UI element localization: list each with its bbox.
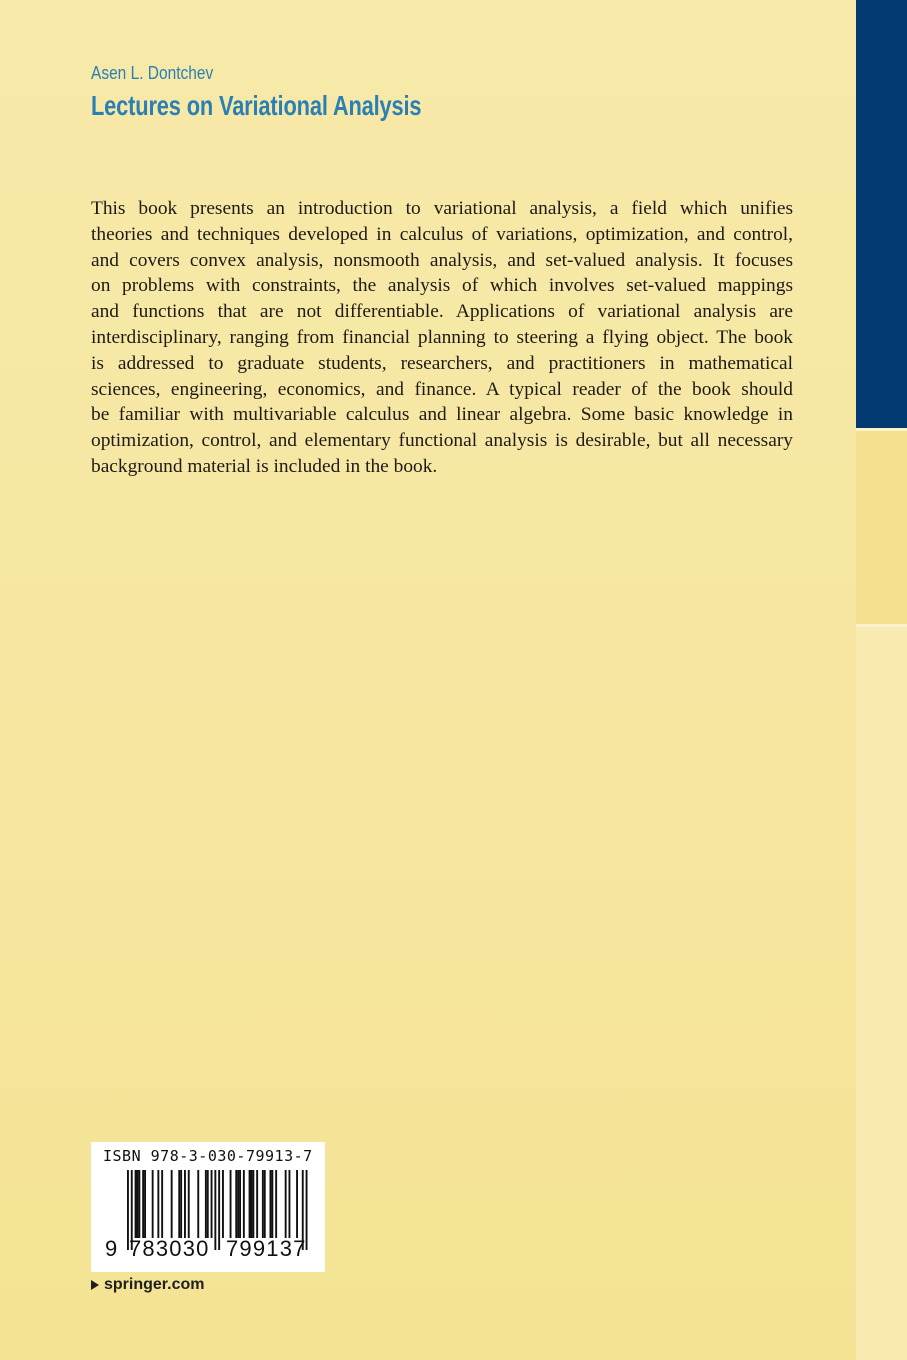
barcode-bar	[135, 1170, 137, 1238]
barcode-bar	[161, 1170, 163, 1238]
barcode-bar	[249, 1170, 251, 1238]
barcode-lead-digit: 9	[105, 1236, 119, 1261]
author-name: Asen L. Dontchev	[91, 63, 214, 83]
publisher-url: springer.com	[104, 1276, 205, 1293]
barcode-bar	[296, 1170, 298, 1238]
barcode-bar	[222, 1170, 224, 1238]
barcode-bar	[239, 1170, 241, 1238]
isbn-label: ISBN 978-3-030-79913-7	[103, 1147, 313, 1165]
barcode-bar	[252, 1170, 254, 1238]
barcode-bar	[218, 1170, 220, 1250]
navy-band	[856, 0, 907, 428]
barcode-bar	[264, 1170, 266, 1238]
barcode-bar	[271, 1170, 273, 1238]
description-line: is addressed to graduate students, researchers, and practitioners in mathematical	[91, 352, 793, 374]
barcode-bar	[180, 1170, 182, 1238]
description-line: interdisciplinary, ranging from financial planning to steering a flying object. The book	[91, 326, 793, 348]
barcode-bar	[152, 1170, 154, 1238]
barcode-bar	[197, 1170, 199, 1238]
publisher-link[interactable]	[91, 1276, 204, 1294]
barcode-bar	[251, 1170, 253, 1238]
description-line: optimization, control, and elementary functional analysis is desirable, but all necessary	[91, 430, 793, 452]
description-line: be familiar with multivariable calculus and linear algebra. Some basic knowledge in	[91, 404, 793, 426]
book-description	[91, 196, 793, 480]
barcode-bar	[285, 1170, 287, 1238]
barcode-bar	[211, 1170, 213, 1238]
description-line: background material is included in the book.	[91, 455, 438, 477]
barcode-bar	[171, 1170, 173, 1238]
arrow-right-icon	[91, 1280, 99, 1290]
barcode-bar	[157, 1170, 159, 1238]
barcode-right-digits: 799137	[226, 1236, 307, 1261]
barcode-bar	[178, 1170, 180, 1238]
barcode-bar	[188, 1170, 190, 1238]
barcode-bar	[138, 1170, 140, 1238]
book-title: Lectures on Variational Analysis	[91, 90, 422, 121]
barcode-bar	[243, 1170, 245, 1238]
barcode-bar	[214, 1170, 216, 1250]
barcode-bar	[137, 1170, 139, 1238]
barcode-bar	[275, 1170, 277, 1238]
description-line: sciences, engineering, economics, and finance. A typical reader of the book should	[91, 378, 793, 400]
barcode-bar	[235, 1170, 237, 1238]
barcode-bar	[207, 1170, 209, 1238]
barcode-bar	[142, 1170, 144, 1238]
description-line: and functions that are not differentiable. Applications of variational analysis are	[91, 301, 793, 323]
barcode-bar	[144, 1170, 146, 1238]
cover-edge-strip	[856, 0, 907, 1360]
barcode-left-digits: 783030	[129, 1236, 210, 1261]
description-line: on problems with constraints, the analysis of which involves set-valued mappings	[91, 275, 793, 297]
gold-band	[856, 431, 907, 624]
barcode-bar	[205, 1170, 207, 1238]
barcode-bar	[237, 1170, 239, 1238]
barcode-bar	[270, 1170, 272, 1238]
barcode-bar	[262, 1170, 264, 1238]
barcode-bar	[184, 1170, 186, 1238]
barcode-bar	[256, 1170, 258, 1238]
pale-band	[856, 627, 907, 1360]
barcode-bar	[230, 1170, 232, 1238]
isbn-barcode	[91, 1142, 325, 1272]
description-line: theories and techniques developed in calculus of variations, optimization, and control,	[91, 223, 793, 245]
barcode-bar	[289, 1170, 291, 1238]
description-line: This book presents an introduction to variational analysis, a field which unifies	[91, 198, 793, 219]
description-line: and covers convex analysis, nonsmooth analysis, and set-valued analysis. It focuses	[91, 249, 793, 271]
